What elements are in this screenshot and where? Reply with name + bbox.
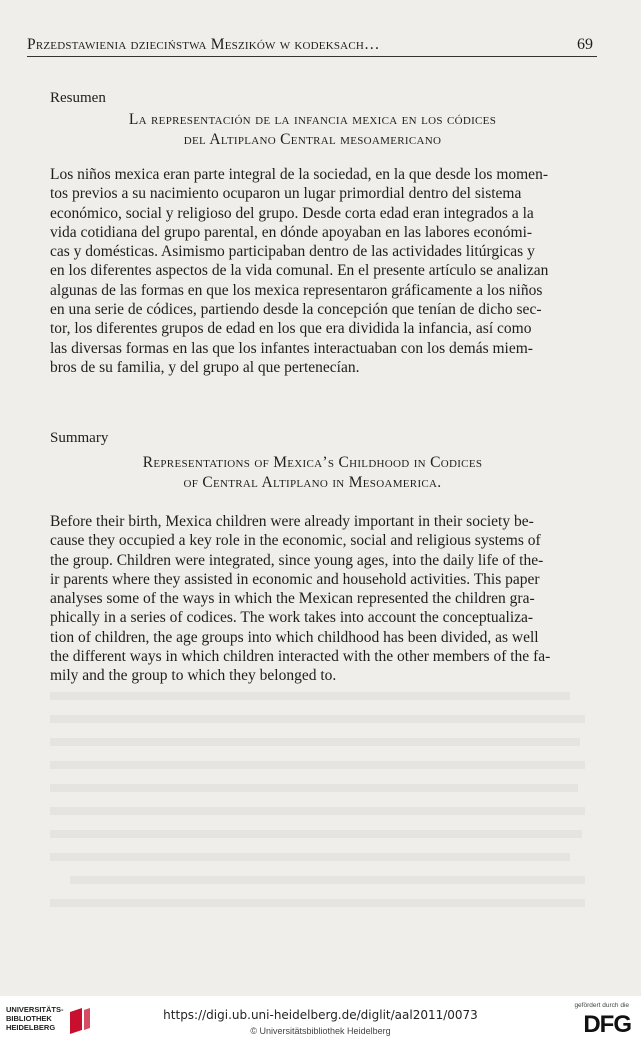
resumen-abstract: [50, 165, 575, 377]
resumen-line: en una serie de códices, partiendo desde la concepción que tenían de dicho sec-: [50, 301, 542, 319]
summary-title: [50, 453, 575, 493]
source-url-link[interactable]: https://digi.ub.uni-heidelberg.de/diglit/aal2011/0073: [163, 1008, 478, 1022]
resumen-line: Los niños mexica eran parte integral de la sociedad, en la que desde los momen-: [50, 166, 548, 183]
summary-title-line1: Representations of Mexica’s Childhood in Codices: [142, 454, 483, 471]
summary-line: mily and the group to which they belonged to.: [50, 667, 337, 685]
digitization-footer: [0, 996, 641, 1044]
resumen-title-line2: del Altiplano Central mesoamericano: [183, 131, 442, 148]
summary-title-line2: of Central Altiplano in Mesoamerica.: [183, 474, 442, 491]
resumen-title: [50, 110, 575, 150]
resumen-line: vida cotidiana del grupo parental, en dónde apoyaban en las labores económi-: [50, 223, 533, 241]
resumen-line: bros de su familia, y del grupo al que pertenecían.: [50, 358, 360, 376]
library-name-line2: BIBLIOTHEK: [6, 1014, 52, 1023]
resumen-line: tos previos a su nacimiento ocuparon un lugar primordial dentro del sistema: [50, 185, 522, 203]
running-title: Przedstawienia dzieciństwa Meszików w kodeksach…: [27, 36, 380, 53]
dfg-logo[interactable]: DFG: [583, 1011, 631, 1038]
resumen-line: tor, los diferentes grupos de edad en los que era dividida la infancia, así como: [50, 320, 532, 338]
resumen-line: cas y domésticas. Asimismo participaban dentro de las actividades litúrgicas y: [50, 243, 535, 261]
show-through-texture: [50, 690, 590, 920]
library-name-line1: UNIVERSITÄTS-: [6, 1005, 64, 1014]
summary-line: the different ways in which children interacted with the other members of the fa-: [50, 648, 551, 666]
running-header: [27, 36, 597, 57]
summary-label: Summary: [50, 430, 109, 446]
resumen-line: económico, social y religioso del grupo. Desde corta edad eran integrados a la: [50, 204, 534, 222]
resumen-label: Resumen: [50, 90, 106, 106]
resumen-line: en los diferentes aspectos de la vida comunal. En el presente artículo se analizan: [50, 262, 549, 280]
copyright-notice: © Universitätsbibliothek Heidelberg: [250, 1026, 391, 1036]
summary-line: ir parents where they assisted in economic and household activities. This paper: [50, 570, 540, 588]
summary-line: Before their birth, Mexica children were already important in their society be-: [50, 513, 534, 530]
summary-line: tion of children, the age groups into which childhood has been divided, as well: [50, 628, 539, 646]
funding-note: gefördert durch die: [574, 1002, 629, 1009]
summary-line: phically in a series of codices. The work takes into account the conceptualiza-: [50, 609, 534, 627]
resumen-line: las diversas formas en las que los infantes interactuaban con los demás miem-: [50, 339, 533, 357]
summary-line: analyses some of the ways in which the Mexican represented the children gra-: [50, 590, 535, 608]
resumen-line: algunas de las formas en que los mexica representaron gráficamente a los niños: [50, 281, 543, 299]
resumen-title-line1: La representación de la infancia mexica en los códices: [128, 111, 497, 128]
summary-abstract: [50, 512, 575, 686]
page-number: 69: [577, 36, 593, 53]
library-name-line3: HEIDELBERG: [6, 1023, 56, 1032]
summary-line: the group. Children were integrated, since young ages, into the daily life of the-: [50, 551, 544, 569]
summary-line: cause they occupied a key role in the economic, social and religious systems of: [50, 532, 541, 550]
